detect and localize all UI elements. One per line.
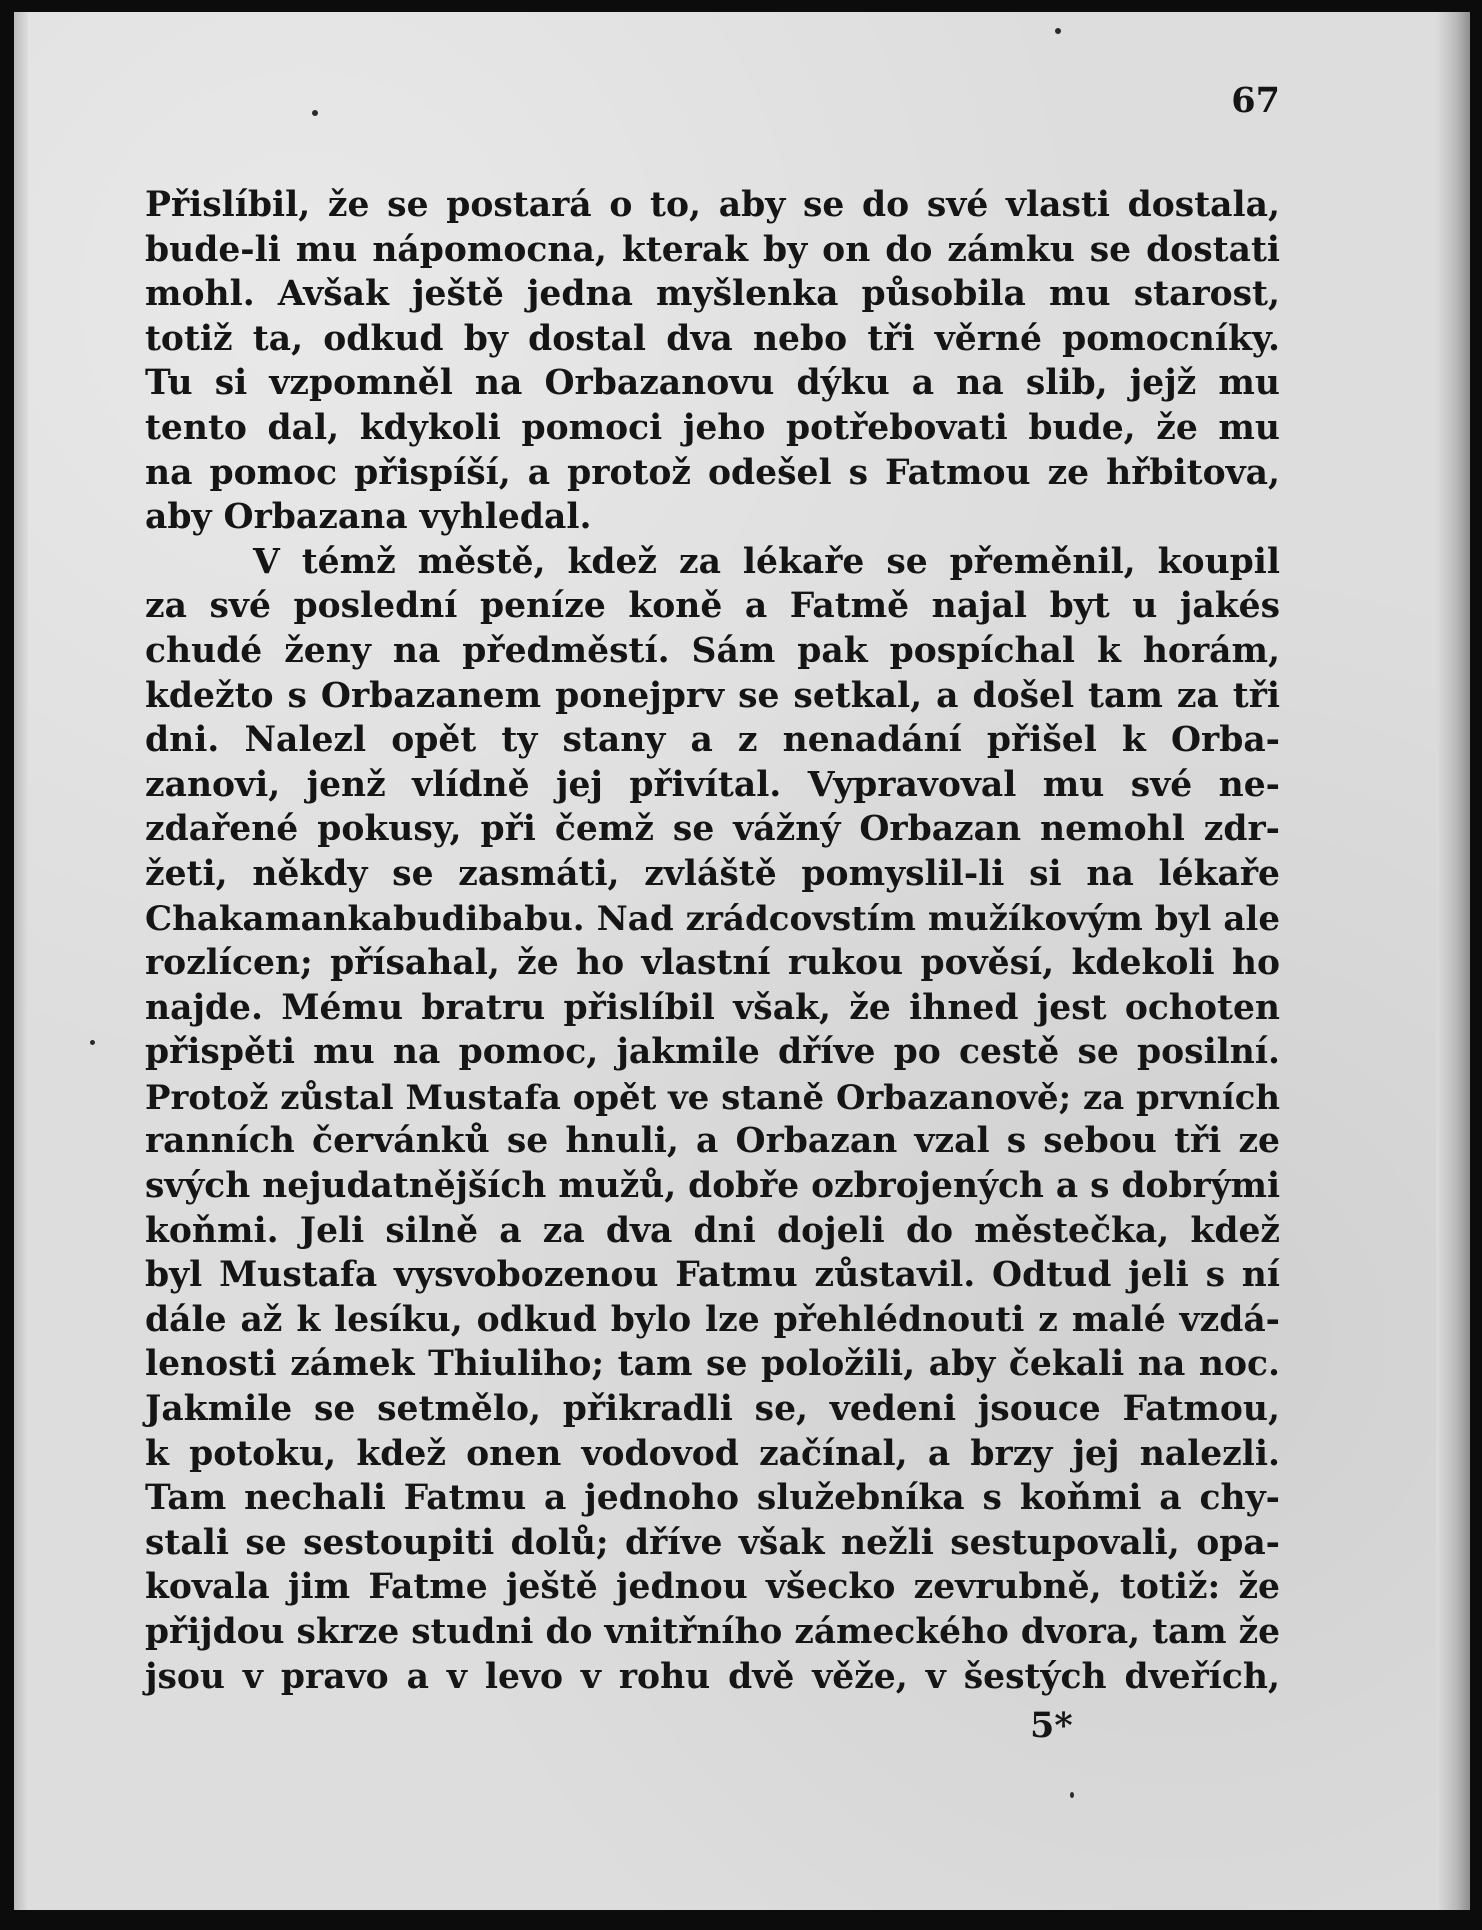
text-line: rozlícen; přísahal, že ho vlastní rukou pověsí, kdekoli ho	[145, 943, 1280, 984]
text-line: byl Mustafa vysvobozenou Fatmu zůstavil. Odtud jeli s ní	[145, 1255, 1280, 1296]
body-text	[145, 183, 1280, 1699]
ink-speck	[90, 1040, 95, 1045]
text-line: stali se sestoupiti dolů; dříve však nežli sestupovali, opa-	[145, 1522, 1280, 1563]
text-line: přijdou skrze studni do vnitřního zámeckého dvora, tam že	[145, 1612, 1280, 1652]
text-line: Přislíbil, že se postará o to, aby se do své vlasti dostala,	[145, 185, 1280, 225]
text-line: přispěti mu na pomoc, jakmile dříve po cestě se posilní.	[145, 1032, 1280, 1073]
text-line: totiž ta, odkud by dostal dva nebo tři věrné pomocníky.	[145, 318, 1280, 359]
text-line: žeti, někdy se zasmáti, zvláště pomyslil-li si na lékaře	[145, 853, 1280, 894]
text-line: na pomoc přispíší, a protož odešel s Fatmou ze hřbitova,	[145, 452, 1280, 493]
text-line: za své poslední peníze koně a Fatmě najal byt u jakés	[145, 586, 1280, 627]
page-number: 67	[1231, 80, 1280, 121]
text-line: zdařené pokusy, při čemž se vážný Orbazan nemohl zdr-	[145, 809, 1280, 850]
text-line: ranních červánků se hnuli, a Orbazan vzal s sebou tři ze	[145, 1121, 1280, 1162]
page-right-edge	[1436, 12, 1470, 1910]
text-line: Jakmile se setmělo, přikradli se, vedeni jsouce Fatmou,	[145, 1389, 1280, 1430]
text-line: Protož zůstal Mustafa opět ve staně Orbazanově; za prvních	[145, 1076, 1280, 1117]
ink-speck	[1070, 1792, 1074, 1798]
text-line: dni. Nalezl opět ty stany a z nenadání přišel k Orba-	[145, 720, 1280, 761]
text-line: bude-li mu nápomocna, kterak by on do zámku se dostati	[145, 229, 1280, 270]
text-line: lenosti zámek Thiuliho; tam se položili, aby čekali na noc.	[145, 1344, 1280, 1385]
text-line: k potoku, kdež onen vodovod začínal, a brzy jej nalezli.	[145, 1433, 1280, 1474]
text-line: V témž městě, kdež za lékaře se přeměnil, koupil	[253, 541, 1280, 582]
text-line: dále až k lesíku, odkud bylo lze přehlédnouti z malé vzdá-	[145, 1299, 1280, 1340]
text-line: zanovi, jenž vlídně jej přivítal. Vypravoval mu své ne-	[145, 764, 1280, 805]
signature-mark: 5*	[1030, 1705, 1073, 1746]
text-line: Tam nechali Fatmu a jednoho služebníka s koňmi a chy-	[145, 1478, 1280, 1519]
text-line: koňmi. Jeli silně a za dva dni dojeli do městečka, kdež	[145, 1210, 1280, 1251]
text-line: kovala jim Fatme ještě jednou všecko zevrubně, totiž: že	[145, 1567, 1280, 1608]
text-line: Chakamankabudibabu. Nad zrádcovstím mužíkovým byl ale	[145, 898, 1280, 939]
ink-speck	[1055, 28, 1061, 34]
text-line: kdežto s Orbazanem ponejprv se setkal, a došel tam za tři	[145, 675, 1280, 716]
text-line: jsou v pravo a v levo v rohu dvě věže, v šestých dveřích,	[145, 1656, 1280, 1697]
text-line: chudé ženy na předměstí. Sám pak pospíchal k horám,	[145, 630, 1280, 671]
page-left-edge	[14, 12, 28, 1910]
text-line: tento dal, kdykoli pomoci jeho potřebovati bude, že mu	[145, 407, 1280, 448]
text-line: najde. Mému bratru přislíbil však, že ihned jest ochoten	[145, 987, 1280, 1028]
ink-speck	[312, 110, 318, 116]
text-line: aby Orbazana vyhledal.	[145, 497, 592, 538]
text-line: svých nejudatnějších mužů, dobře ozbrojených a s dobrými	[145, 1166, 1280, 1207]
text-line: mohl. Avšak ještě jedna myšlenka působila mu starost,	[145, 274, 1280, 315]
text-line: Tu si vzpomněl na Orbazanovu dýku a na slib, jejž mu	[145, 363, 1280, 404]
